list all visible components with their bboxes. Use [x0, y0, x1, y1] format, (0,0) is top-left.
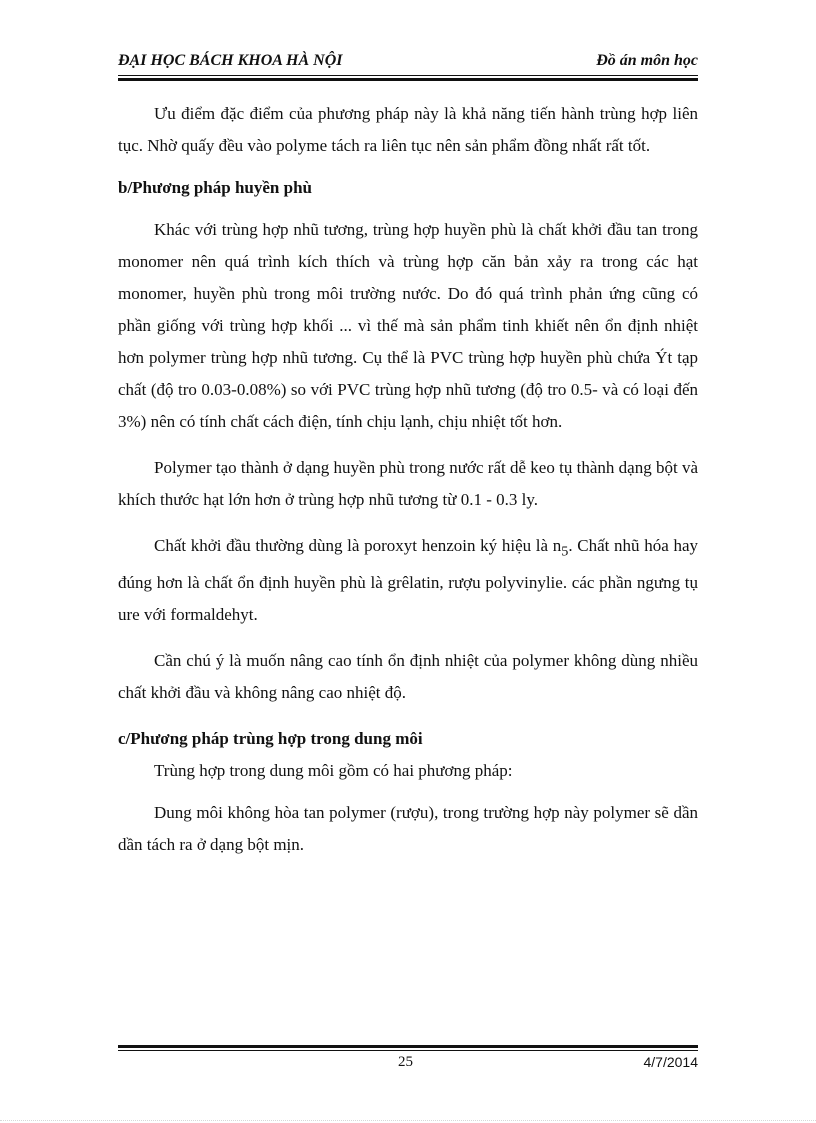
header-institution: ĐẠI HỌC BÁCH KHOA HÀ NỘI: [118, 52, 343, 69]
paragraph-advantages: Ưu điểm đặc điểm của phương pháp này là khả năng tiến hành trùng hợp liên tục. Nhờ quấy đều vào polyme tách ra liên tục nên sản phẩm đồng nhất rất tốt.: [118, 104, 698, 155]
page-boundary: [0, 1120, 816, 1121]
header-rule-thick: [118, 78, 698, 81]
footer-rule-thick: [118, 1045, 698, 1048]
footer-date: 4/7/2014: [643, 1054, 698, 1070]
section-heading-solvent: c/Phương pháp trùng hợp trong dung môi: [118, 729, 423, 749]
paragraph-initiator: [118, 530, 698, 631]
header-document-type: Đồ án môn học: [596, 52, 698, 69]
paragraph-solvent-intro: Trùng hợp trong dung môi gồm có hai phương pháp:: [154, 761, 513, 781]
page-number: 25: [398, 1054, 413, 1070]
page-header: [118, 52, 698, 76]
paragraph-suspension-description: Khác với trùng hợp nhũ tương, trùng hợp huyền phù là chất khởi đầu tan trong monomer nên quá trình kích thích và trùng hợp căn bản xảy ra trong các hạt monomer, huyền phù trong môi trường nước. Do đó quá trình phản ứng cũng có phần giống với trùng hợp khối ... vì thế mà sản phẩm tinh khiết nên ổn định nhiệt hơn polymer trùng hợp nhũ tương. Cụ thể là PVC trùng hợp huyền phù chứa Ýt tạp chất (độ tro 0.03-0.08%) so với PVC trùng hợp nhũ tương (độ tro 0.5- và có loại đến 3%) nên có tính chất cách điện, tính chịu lạnh, chịu nhiệt tốt hơn.: [118, 220, 698, 431]
subscript-index: 5: [561, 543, 569, 560]
emulsifier-text: . Chất nhũ hóa hay đúng hơn là chất ổn định huyền phù là grêlatin, rượu polyvinylie. các phần ngưng tụ ure với formaldehyt.: [118, 536, 699, 625]
footer-rule: [118, 1050, 698, 1051]
paragraph-polymer-formation: Polymer tạo thành ở dạng huyền phù trong nước rất dễ keo tụ thành dạng bột và khích thước hạt lớn hơn ở trùng hợp nhũ tương từ 0.1 - 0.3 ly.: [118, 458, 698, 509]
initiator-text: Chất khởi đầu thường dùng là poroxyt henzoin ký hiệu là n: [154, 536, 562, 555]
section-heading-suspension: b/Phương pháp huyền phù: [118, 178, 312, 197]
paragraph-solvent-method: Dung môi không hòa tan polymer (rượu), trong trường hợp này polymer sẽ dần dần tách ra ở dạng bột mịn.: [118, 803, 698, 855]
paragraph-thermal-stability: Cần chú ý là muốn nâng cao tính ổn định nhiệt của polymer không dùng nhiều chất khởi đầu và không nâng cao nhiệt độ.: [118, 651, 698, 703]
header-rule: [118, 75, 698, 76]
document-body: [118, 98, 698, 861]
